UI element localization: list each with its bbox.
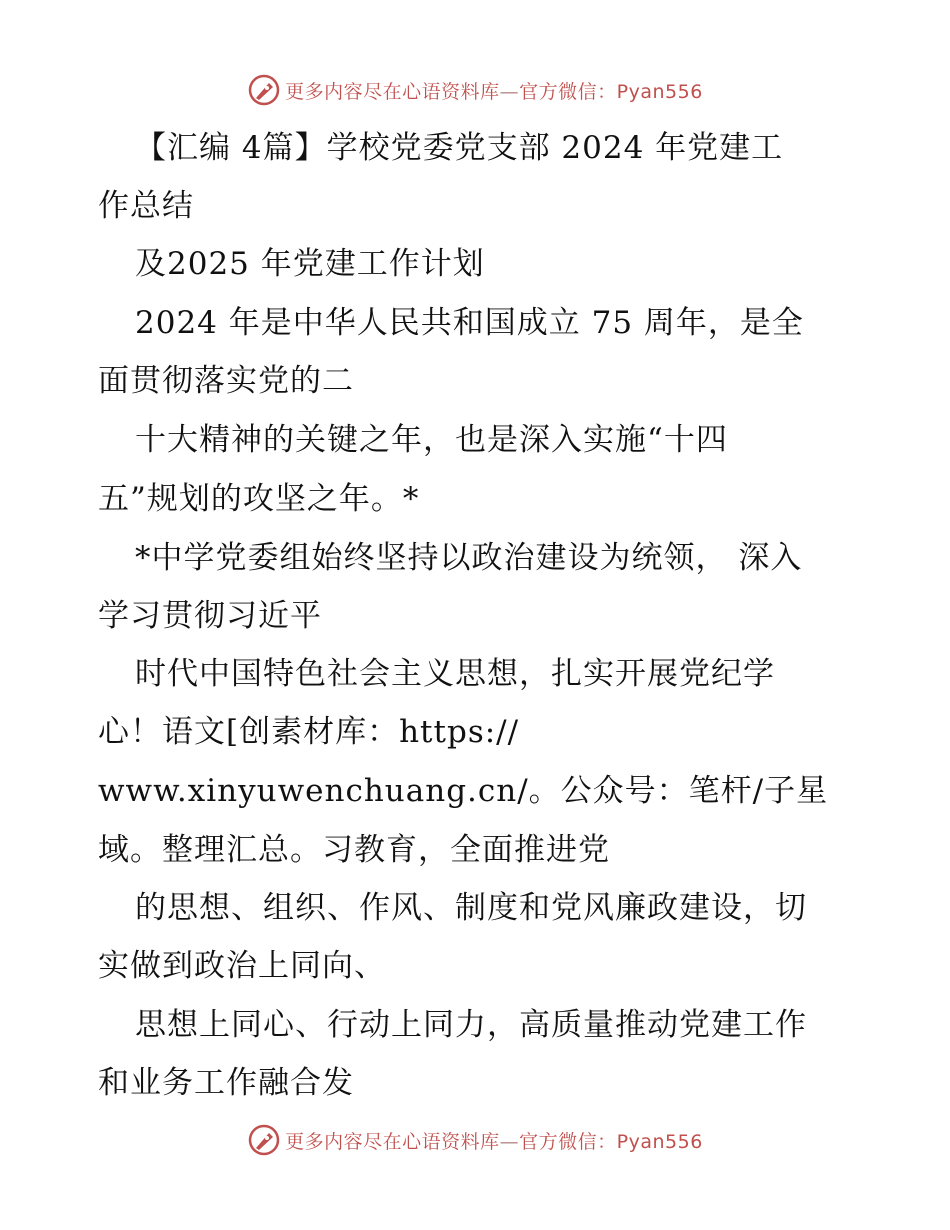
- paragraph-line: 学习贯彻习近平: [98, 598, 322, 634]
- paragraph-line: www.xinyuwenchuang.cn/。公众号：笔杆/子星: [98, 773, 829, 809]
- paragraph-line: 面贯彻落实党的二: [98, 363, 354, 399]
- paragraph-line: *中学党委组始终坚持以政治建设为统领， 深入: [135, 540, 803, 576]
- footer-banner-text: [285, 1127, 703, 1154]
- footer-banner-separator: —: [499, 1130, 520, 1153]
- pen-nib-logo-icon: [247, 1123, 281, 1157]
- paragraph-line: 心！语文[创素材库：https://: [98, 714, 520, 750]
- footer-banner: [0, 1120, 950, 1160]
- paragraph-line: 域。整理汇总。习教育，全面推进党: [98, 832, 610, 868]
- document-title-line-3: 及2025 年党建工作计划: [135, 246, 485, 282]
- document-title-line-1: 【汇编 4篇】学校党委党支部 2024 年党建工: [135, 130, 784, 166]
- paragraph-line: 实做到政治上同向、: [98, 948, 386, 984]
- paragraph-line: 和业务工作融合发: [98, 1065, 354, 1101]
- paragraph-line: 时代中国特色社会主义思想，扎实开展党纪学: [135, 656, 775, 692]
- paragraph-line: 五”规划的攻坚之年。*: [98, 481, 420, 517]
- header-banner-separator: —: [499, 80, 520, 103]
- paragraph-line: 十大精神的关键之年，也是深入实施“十四: [135, 422, 728, 458]
- header-banner-wechat: 官方微信：Pyan556: [519, 80, 703, 103]
- header-banner-main: 更多内容尽在心语资料库: [285, 80, 500, 103]
- footer-banner-main: 更多内容尽在心语资料库: [285, 1130, 500, 1153]
- document-title-line-2: 作总结: [98, 188, 194, 224]
- paragraph-line: 2024 年是中华人民共和国成立 75 周年，是全: [135, 305, 804, 341]
- paragraph-line: 思想上同心、行动上同力，高质量推动党建工作: [135, 1007, 807, 1043]
- paragraph-line: 的思想、组织、作风、制度和党风廉政建设，切: [135, 890, 807, 926]
- footer-banner-wechat: 官方微信：Pyan556: [519, 1130, 703, 1153]
